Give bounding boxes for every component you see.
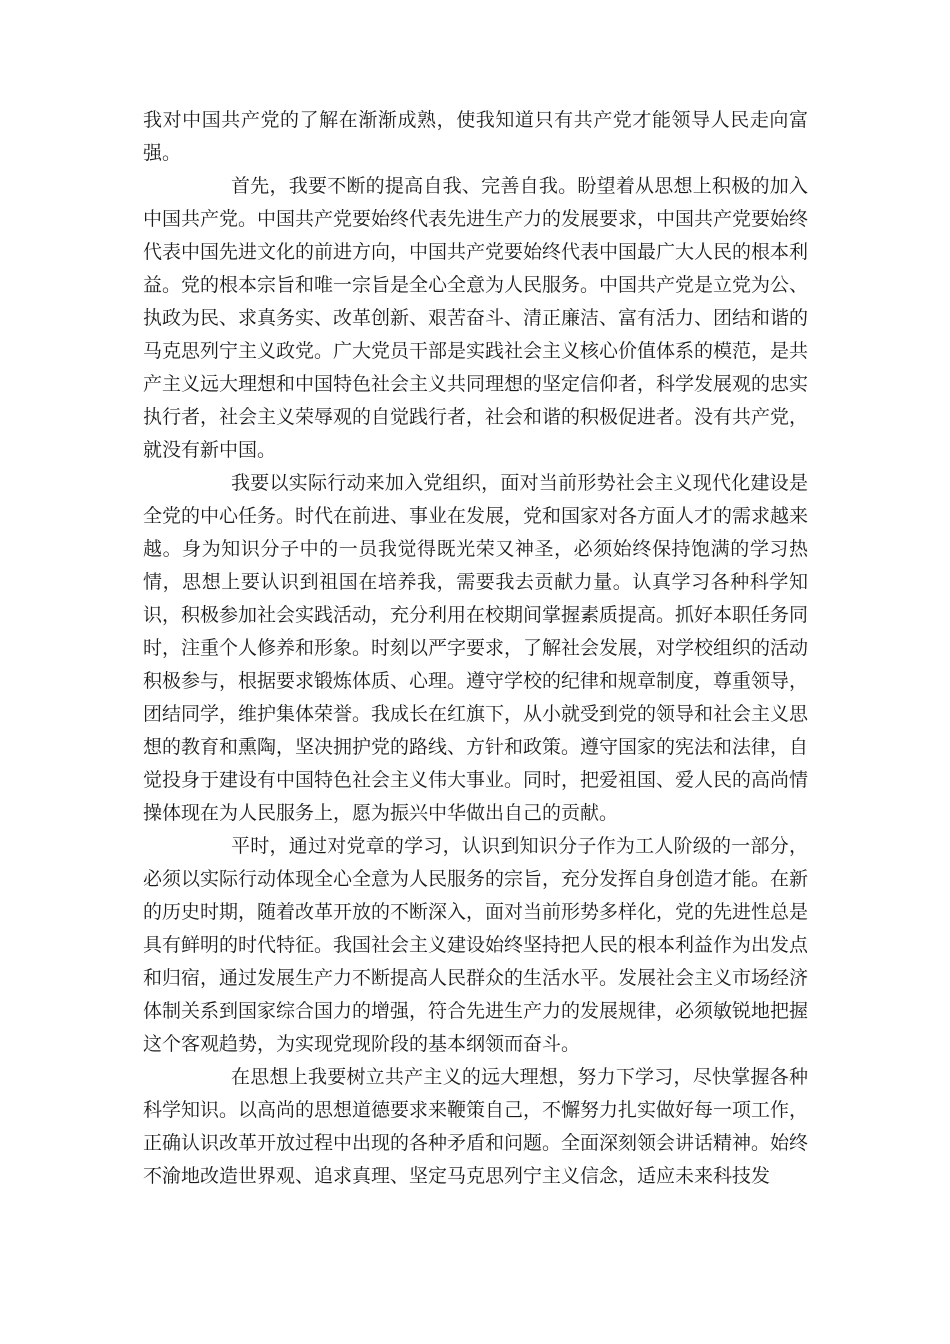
paragraph-self-improvement: 首先，我要不断的提高自我、完善自我。盼望着从思想上积极的加入中国共产党。中国共产党要始终代表先进生产力的发展要求，中国共产党要始终代表中国先进文化的前进方向，中国共产党要始终代表中国最广大人民的根本利益。党的根本宗旨和唯一宗旨是全心全意为人民服务。中国共产党是立党为公、执政为民、求真务实、改革创新、艰苦奋斗、清正廉洁、富有活力、团结和谐的马克思列宁主义政党。广大党员干部是实践社会主义核心价值体系的模范，是共产主义远大理想和中国特色社会主义共同理想的坚定信仰者，科学发展观的忠实执行者，社会主义荣辱观的自觉践行者，社会和谐的积极促进者。没有共产党，就没有新中国。 [143, 175, 809, 461]
paragraph-ideals: 在思想上我要树立共产主义的远大理想，努力下学习，尽快掌握各种科学知识。以高尚的思想道德要求来鞭策自己，不懈努力扎实做好每一项工作，正确认识改革开放过程中出现的各种矛盾和问题。全面深刻领会讲话精神。始终不渝地改造世界观、追求真理、坚定马克思列宁主义信念，适应未来科技发 [143, 1066, 809, 1187]
document-body [143, 104, 808, 1193]
paragraph-party-constitution-study: 平时，通过对党章的学习，认识到知识分子作为工人阶级的一部分，必须以实际行动体现全心全意为人民服务的宗旨，充分发挥自身创造才能。在新的历史时期，随着改革开放的不断深入，面对当前形势多样化，党的先进性总是具有鲜明的时代特征。我国社会主义建设始终坚持把人民的根本利益作为出发点和归宿，通过发展生产力不断提高人民群众的生活水平。发展社会主义市场经济体制关系到国家综合国力的增强，符合先进生产力的发展规律，必须敏锐地把握这个客观趋势，为实现党现阶段的基本纲领而奋斗。 [143, 835, 809, 1055]
paragraph-practical-action: 我要以实际行动来加入党组织，面对当前形势社会主义现代化建设是全党的中心任务。时代在前进、事业在发展，党和国家对各方面人才的需求越来越。身为知识分子中的一员我觉得既光荣又神圣，必须始终保持饱满的学习热情，思想上要认识到祖国在培养我，需要我去贡献力量。认真学习各种科学知识，积极参加社会实践活动，充分利用在校期间掌握素质提高。抓好本职任务同时，注重个人修养和形象。时刻以严字要求，了解社会发展，对学校组织的活动积极参与，根据要求锻炼体质、心理。遵守学校的纪律和规章制度，尊重领导，团结同学，维护集体荣誉。我成长在红旗下，从小就受到党的领导和社会主义思想的教育和熏陶，坚决拥护党的路线、方针和政策。遵守国家的宪法和法律，自觉投身于建设有中国特色社会主义伟大事业。同时，把爱祖国、爱人民的高尚情操体现在为人民服务上，愿为振兴中华做出自己的贡献。 [143, 472, 809, 824]
paragraph-continuation: 我对中国共产党的了解在渐渐成熟，使我知道只有共产党才能领导人民走向富强。 [143, 109, 808, 164]
